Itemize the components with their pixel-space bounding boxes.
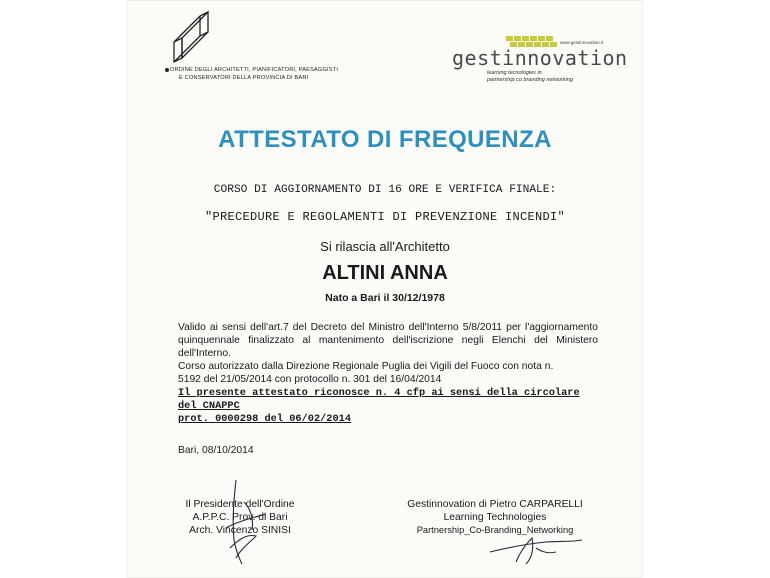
ordine-architetti-logo xyxy=(172,10,218,66)
certificate-title: ATTESTATO DI FREQUENZA xyxy=(218,126,552,153)
authorization-line1: Corso autorizzato dalla Direzione Regionale Puglia dei Vigili del Fuoco con nota n. xyxy=(178,361,554,372)
issue-date: Bari, 08/10/2014 xyxy=(178,445,254,456)
gestinnovation-logo: gestinnovation xyxy=(452,46,628,70)
bullet-icon xyxy=(165,68,169,72)
recipient-name: ALTINI ANNA xyxy=(322,262,448,284)
authorization-line2: 5192 del 21/05/2014 con protocollo n. 301 del 16/04/2014 xyxy=(178,374,442,385)
left-signature-line2: A.P.P.C. Prov. di Bari xyxy=(192,512,288,523)
tagline-line1: learning tecnologies in xyxy=(487,70,542,76)
ordine-logo-caption xyxy=(165,66,345,82)
authorization-paragraph xyxy=(178,360,598,386)
ordine-logo-line1: ORDINE DEGLI ARCHITETTI, PIANIFICATORI, PAESAGGISTI xyxy=(170,67,339,73)
certificate-page xyxy=(127,0,643,578)
right-signature-block xyxy=(400,498,590,537)
ordine-logo-line2: E CONSERVATORI DELLA PROVINCIA DI BARI xyxy=(179,75,309,81)
course-line: CORSO DI AGGIORNAMENTO DI 16 ORE E VERIFICA FINALE: xyxy=(213,184,557,196)
cfp-line2: prot. 0000298 del 06/02/2014 xyxy=(178,413,352,425)
validity-paragraph: Valido ai sensi dell'art.7 del Decreto del Ministro dell'Interno 5/8/2011 per l'aggiornamento quinquennale finalizzato al mantenimento dell'iscrizione negli Elenchi del Ministero dell'Interno. xyxy=(178,322,598,359)
left-signature-line1: Il Presidente dell'Ordine xyxy=(185,499,295,510)
tagline-line2: partnership co branding networking xyxy=(487,77,573,83)
gestinnovation-url: www.gestinnovation.it xyxy=(560,40,604,45)
issued-to: Si rilascia all'Architetto xyxy=(320,239,450,254)
birth-info: Nato a Bari il 30/12/1978 xyxy=(325,292,445,304)
cfp-paragraph xyxy=(178,387,598,426)
left-signature-line3: Arch. Vincenzo SINISI xyxy=(189,525,291,536)
right-signature-line1: Gestinnovation di Pietro CARPARELLI xyxy=(407,499,583,510)
right-signature-line2: Learning Technologies xyxy=(443,512,547,523)
right-signature-line3: Partnership_Co-Branding_Networking xyxy=(416,525,574,535)
course-name: "PRECEDURE E REGOLAMENTI DI PREVENZIONE INCENDI" xyxy=(204,210,566,224)
left-signature-block xyxy=(165,498,315,537)
gestinnovation-tagline xyxy=(487,70,607,84)
cfp-line1: Il presente attestato riconosce n. 4 cfp ai sensi della circolare del CNAPPC xyxy=(178,387,580,412)
